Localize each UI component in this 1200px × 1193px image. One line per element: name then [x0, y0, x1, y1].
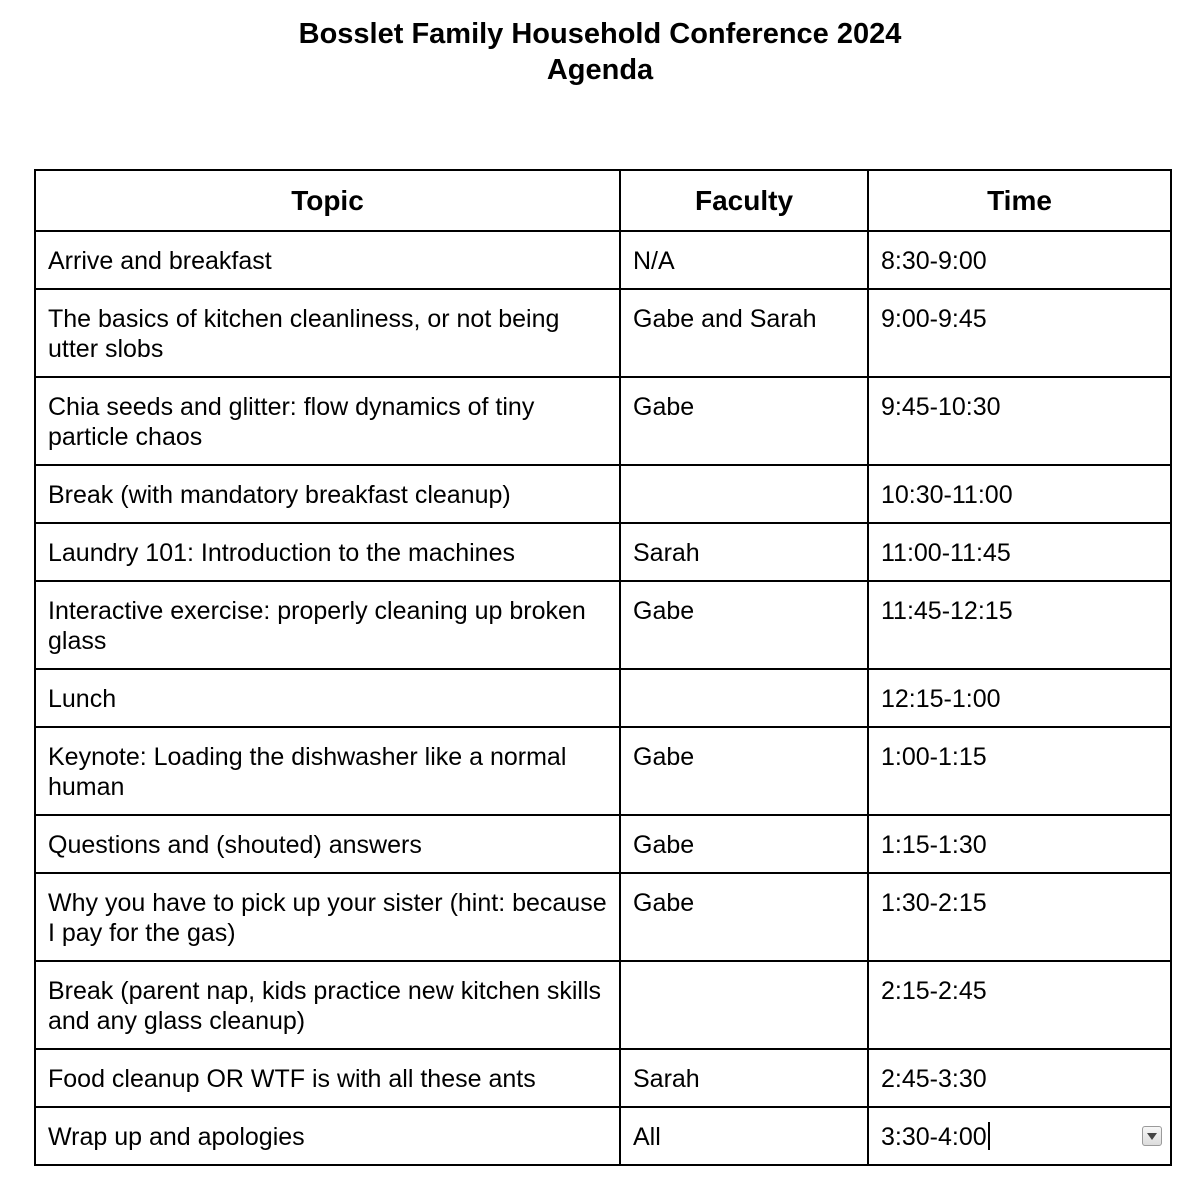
- header-topic[interactable]: Topic: [35, 170, 620, 231]
- time-cell[interactable]: 11:45-12:15: [868, 581, 1171, 669]
- table-row: [35, 377, 1171, 465]
- header-time[interactable]: Time: [868, 170, 1171, 231]
- faculty-cell[interactable]: All: [620, 1107, 868, 1165]
- header-row: [35, 170, 1171, 231]
- topic-cell[interactable]: Break (parent nap, kids practice new kitchen skills and any glass cleanup): [35, 961, 620, 1049]
- time-cell[interactable]: 1:15-1:30: [868, 815, 1171, 873]
- faculty-cell[interactable]: Gabe: [620, 581, 868, 669]
- table-row: [35, 465, 1171, 523]
- topic-cell[interactable]: Chia seeds and glitter: flow dynamics of tiny particle chaos: [35, 377, 620, 465]
- text-cursor: [988, 1122, 990, 1150]
- faculty-cell[interactable]: Gabe: [620, 727, 868, 815]
- table-row: [35, 1107, 1171, 1165]
- faculty-cell[interactable]: N/A: [620, 231, 868, 289]
- faculty-cell[interactable]: Sarah: [620, 523, 868, 581]
- topic-cell[interactable]: Keynote: Loading the dishwasher like a normal human: [35, 727, 620, 815]
- time-cell[interactable]: 1:30-2:15: [868, 873, 1171, 961]
- time-cell[interactable]: 9:45-10:30: [868, 377, 1171, 465]
- topic-cell[interactable]: Arrive and breakfast: [35, 231, 620, 289]
- faculty-cell[interactable]: [620, 961, 868, 1049]
- faculty-cell[interactable]: Gabe: [620, 873, 868, 961]
- table-row: [35, 289, 1171, 377]
- time-cell[interactable]: 9:00-9:45: [868, 289, 1171, 377]
- topic-cell[interactable]: Laundry 101: Introduction to the machines: [35, 523, 620, 581]
- time-cell[interactable]: 8:30-9:00: [868, 231, 1171, 289]
- time-cell[interactable]: 2:15-2:45: [868, 961, 1171, 1049]
- table-row: [35, 669, 1171, 727]
- topic-cell[interactable]: Break (with mandatory breakfast cleanup): [35, 465, 620, 523]
- time-cell[interactable]: 1:00-1:15: [868, 727, 1171, 815]
- table-row: [35, 581, 1171, 669]
- title-line-1: Bosslet Family Household Conference 2024: [298, 18, 902, 50]
- time-cell[interactable]: 10:30-11:00: [868, 465, 1171, 523]
- topic-cell[interactable]: Questions and (shouted) answers: [35, 815, 620, 873]
- active-time-cell[interactable]: [868, 1107, 1171, 1165]
- faculty-cell[interactable]: [620, 669, 868, 727]
- time-cell[interactable]: 2:45-3:30: [868, 1049, 1171, 1107]
- topic-cell[interactable]: The basics of kitchen cleanliness, or not being utter slobs: [35, 289, 620, 377]
- faculty-cell[interactable]: [620, 465, 868, 523]
- topic-cell[interactable]: Interactive exercise: properly cleaning up broken glass: [35, 581, 620, 669]
- header-faculty[interactable]: Faculty: [620, 170, 868, 231]
- table-row: [35, 1049, 1171, 1107]
- table-row: [35, 961, 1171, 1049]
- faculty-cell[interactable]: Gabe: [620, 377, 868, 465]
- time-cell-text: 3:30-4:00: [881, 1123, 987, 1151]
- topic-cell[interactable]: Why you have to pick up your sister (hint: because I pay for the gas): [35, 873, 620, 961]
- faculty-cell[interactable]: Gabe and Sarah: [620, 289, 868, 377]
- table-row: [35, 231, 1171, 289]
- title-line-2: Agenda: [546, 54, 654, 86]
- table-row: [35, 873, 1171, 961]
- table-row: [35, 523, 1171, 581]
- agenda-table: [34, 169, 1172, 1166]
- time-cell[interactable]: 12:15-1:00: [868, 669, 1171, 727]
- topic-cell[interactable]: Food cleanup OR WTF is with all these ants: [35, 1049, 620, 1107]
- table-row: [35, 815, 1171, 873]
- time-cell[interactable]: 11:00-11:45: [868, 523, 1171, 581]
- faculty-cell[interactable]: Sarah: [620, 1049, 868, 1107]
- triangle-down-icon: [1147, 1133, 1157, 1140]
- faculty-cell[interactable]: Gabe: [620, 815, 868, 873]
- topic-cell[interactable]: Lunch: [35, 669, 620, 727]
- document-title: [0, 16, 1200, 88]
- topic-cell[interactable]: Wrap up and apologies: [35, 1107, 620, 1165]
- dropdown-arrow-icon[interactable]: [1142, 1126, 1162, 1146]
- table-row: [35, 727, 1171, 815]
